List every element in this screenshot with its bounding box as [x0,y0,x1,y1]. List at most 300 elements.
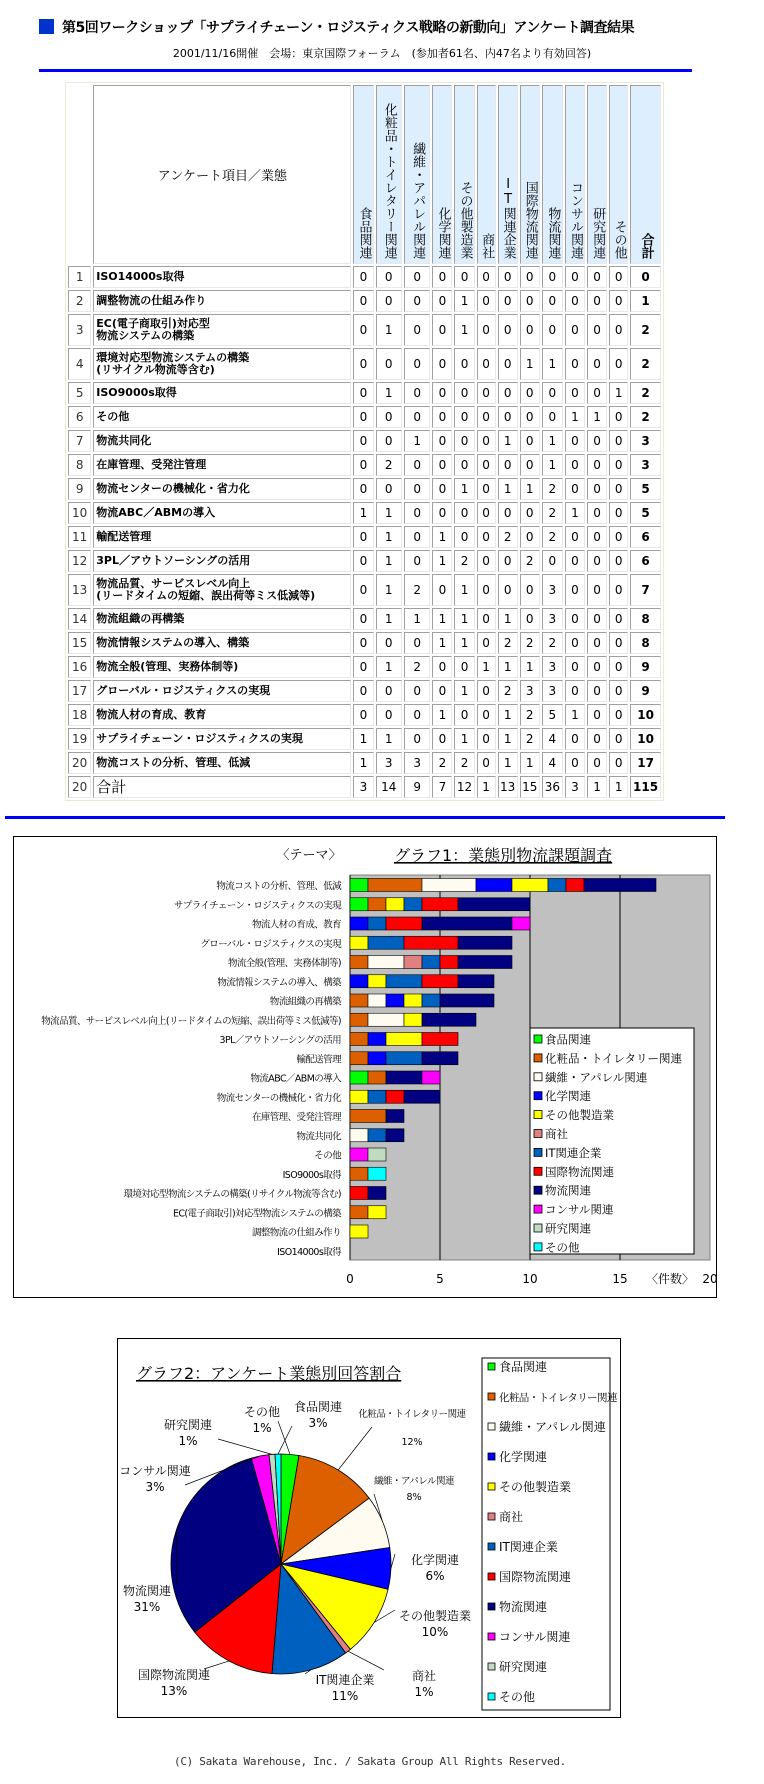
cell-value: 0 [565,632,585,654]
category-label: ISO14000s取得 [277,1246,341,1258]
slice-percent-label: 1% [252,1421,272,1435]
row-label: 輸配送管理 [93,526,351,548]
row-total: 5 [630,478,661,500]
bar-segment [386,1033,422,1046]
column-header [542,85,563,264]
bar-segment [368,1167,386,1180]
cell-value: 0 [404,728,430,750]
legend-swatch [488,1543,495,1550]
cell-value: 2 [542,478,563,500]
cell-value: 0 [432,728,452,750]
row-total: 5 [630,502,661,524]
row-label: その他 [93,406,351,428]
legend-swatch [488,1423,495,1430]
row-number: 20 [68,752,91,774]
slice-name-label: 繊維・アパレル関連 [373,1476,455,1487]
cell-value: 0 [353,430,373,452]
row-total: 10 [630,728,661,750]
cell-value: 0 [520,406,540,428]
table-row [68,454,661,476]
cell-value: 0 [498,314,518,346]
cell-value: 2 [432,752,452,774]
column-header-label: その他 [611,220,627,259]
leader-line [391,1554,395,1569]
row-total: 2 [630,406,661,428]
cell-value: 12 [454,776,474,798]
bar-segment [368,1071,386,1084]
cell-value: 1 [454,608,474,630]
cell-value: 0 [432,382,452,404]
cell-value: 1 [376,502,402,524]
slice-percent-label: 11% [331,1689,359,1703]
cell-value: 0 [609,526,628,548]
bar-segment [422,898,458,911]
legend-swatch [488,1483,495,1490]
cell-value: 0 [609,348,628,380]
row-number: 5 [68,382,91,404]
divider [39,69,692,72]
row-number: 16 [68,656,91,678]
cell-value: 0 [587,574,607,606]
legend-label: その他 [499,1690,536,1704]
cell-value: 1 [542,454,563,476]
table-row [68,680,661,702]
cell-value: 0 [404,290,430,312]
cell-value: 0 [520,314,540,346]
category-label: グローバル・ロジスティクスの実現 [200,938,341,950]
cell-value: 0 [404,348,430,380]
cell-value: 0 [498,406,518,428]
cell-value: 2 [454,550,474,572]
cell-value: 0 [587,348,607,380]
bar-segment [368,898,386,911]
cell-value: 0 [432,656,452,678]
row-number: 2 [68,290,91,312]
x-axis-title: 〈件数〉 [645,1272,695,1286]
cell-value: 0 [520,454,540,476]
cell-value: 0 [498,348,518,380]
cell-value: 0 [353,574,373,606]
slice-percent-label: 3% [308,1416,328,1430]
bar-segment [368,1033,386,1046]
bar-segment [422,1033,458,1046]
cell-value: 2 [542,502,563,524]
cell-value: 1 [454,632,474,654]
row-label: グローバル・ロジスティクスの実現 [93,680,351,702]
row-number: 18 [68,704,91,726]
cell-value: 1 [477,656,496,678]
cell-value: 1 [498,608,518,630]
cell-value: 0 [587,526,607,548]
cell-value: 1 [376,608,402,630]
cell-value: 0 [404,266,430,288]
row-number: 3 [68,314,91,346]
cell-value: 0 [454,348,474,380]
legend-label: 化粧品・トイレタリー関連 [545,1051,682,1066]
cell-value: 2 [404,574,430,606]
cell-value: 1 [353,502,373,524]
bar-segment [386,1090,404,1103]
row-total: 8 [630,608,661,630]
cell-value: 0 [565,526,585,548]
cell-value: 0 [565,550,585,572]
cell-value: 0 [376,406,402,428]
cell-value: 1 [498,704,518,726]
cell-value: 0 [404,704,430,726]
bar-segment [422,956,440,969]
column-header-label: 物流関連 [545,207,561,259]
category-label: 物流品質、サービスレベル向上(リードタイムの短縮、誤出荷等ミス低減等) [41,1015,341,1027]
cell-value: 1 [565,502,585,524]
cell-value: 0 [477,314,496,346]
cell-value: 0 [404,680,430,702]
survey-results-table [65,82,664,801]
category-label: サプライチェーン・ロジスティクスの実現 [173,900,341,912]
cell-value: 0 [376,266,402,288]
cell-value: 0 [454,406,474,428]
table-row [68,728,661,750]
cell-value: 0 [376,348,402,380]
row-total: 9 [630,656,661,678]
row-total: 10 [630,704,661,726]
cell-value: 0 [477,454,496,476]
cell-value: 0 [477,430,496,452]
graph2-pie-chart [117,1338,621,1718]
cell-value: 0 [587,430,607,452]
cell-value: 0 [587,478,607,500]
leader-line [348,1651,384,1670]
cell-value: 0 [498,382,518,404]
bar-segment [350,1110,386,1123]
cell-value: 1 [454,314,474,346]
row-number: 12 [68,550,91,572]
slice-percent-label: 13% [160,1684,188,1698]
cell-value: 0 [353,382,373,404]
legend-swatch [488,1603,495,1610]
cell-value: 1 [520,478,540,500]
legend-swatch [488,1573,495,1580]
cell-value: 1 [520,656,540,678]
slice-name-label: その他 [243,1405,281,1419]
row-label: 物流品質、サービスレベル向上 (リードタイムの短縮、誤出荷等ミス低減等) [93,574,351,606]
legend-swatch [488,1633,495,1640]
cell-value: 4 [542,752,563,774]
bar-segment [422,1052,458,1065]
bar-segment [512,879,548,892]
cell-value: 0 [477,502,496,524]
cell-value: 0 [404,314,430,346]
cell-value: 36 [542,776,563,798]
row-total: 0 [630,266,661,288]
legend-label: 研究関連 [545,1221,591,1236]
cell-value: 0 [376,290,402,312]
table-row [68,382,661,404]
cell-value: 0 [454,526,474,548]
cell-value: 3 [520,680,540,702]
cell-value: 0 [609,574,628,606]
bar-segment [386,1129,404,1142]
row-label: 物流組織の再構築 [93,608,351,630]
cell-value: 0 [609,502,628,524]
bar-segment [368,956,404,969]
table-row [68,704,661,726]
cell-value: 0 [454,430,474,452]
y-axis-title: 〈テーマ〉 [276,848,342,863]
cell-value: 0 [404,526,430,548]
cell-value: 0 [404,478,430,500]
slice-name-label: 物流関連 [122,1584,172,1598]
cell-value: 0 [565,680,585,702]
cell-value: 0 [520,266,540,288]
row-total: 115 [630,776,661,798]
cell-value: 1 [498,478,518,500]
cell-value: 0 [565,314,585,346]
cell-value: 0 [404,382,430,404]
cell-value: 1 [587,776,607,798]
table-total-row [68,776,661,798]
cell-value: 0 [498,550,518,572]
bar-segment [386,1110,404,1123]
table-row [68,406,661,428]
cell-value: 0 [376,704,402,726]
bar-segment [368,917,386,930]
row-label: EC(電子商取引)対応型 物流システムの構築 [93,314,351,346]
row-number: 20 [68,776,91,798]
cell-value: 0 [432,290,452,312]
cell-value: 1 [454,574,474,606]
category-label: 物流人材の育成、教育 [251,919,341,931]
legend-swatch [534,1186,542,1194]
category-label: 物流全般(管理、実務体制等) [227,958,341,969]
cell-value: 1 [565,406,585,428]
row-label: 物流人材の育成、教育 [93,704,351,726]
table-row [68,752,661,774]
column-header-label: 繊維・アパレル関連 [410,142,426,259]
bar-segment [350,1052,368,1065]
cell-value: 0 [587,266,607,288]
bar-segment [404,1090,440,1103]
cell-value: 0 [609,608,628,630]
bar-segment [350,956,368,969]
cell-value: 0 [432,314,452,346]
bar-segment [368,1206,386,1219]
column-header-label: 化粧品・トイレタリー関連 [381,103,397,259]
cell-value: 0 [477,728,496,750]
cell-value: 0 [353,314,373,346]
category-label: EC(電子商取引)対応型物流システムの構築 [173,1208,341,1220]
cell-value: 0 [609,680,628,702]
cell-value: 1 [542,348,563,380]
legend-swatch [488,1513,495,1520]
cell-value: 1 [404,608,430,630]
header-number-cell [68,85,91,264]
category-label: 物流共同化 [296,1131,341,1143]
legend-swatch [534,1148,542,1156]
graph2-svg [118,1339,620,1717]
row-number: 19 [68,728,91,750]
cell-value: 1 [432,526,452,548]
cell-value: 0 [477,574,496,606]
category-label: ISO9000s取得 [282,1169,341,1181]
cell-value: 0 [565,656,585,678]
cell-value: 1 [498,430,518,452]
table-row [68,574,661,606]
cell-value: 0 [565,430,585,452]
cell-value: 1 [454,680,474,702]
table-row [68,656,661,678]
column-header [404,85,430,264]
x-tick-label: 15 [612,1272,628,1286]
row-number: 11 [68,526,91,548]
legend-swatch [488,1663,495,1670]
legend-swatch [488,1393,495,1400]
cell-value: 0 [565,290,585,312]
bar-segment [566,879,584,892]
cell-value: 1 [587,406,607,428]
slice-name-label: IT関連企業 [315,1673,375,1687]
cell-value: 2 [376,454,402,476]
cell-value: 1 [376,656,402,678]
slice-name-label: 商社 [411,1669,437,1683]
cell-value: 0 [432,266,452,288]
legend-label: 繊維・アパレル関連 [545,1070,648,1085]
cell-value: 1 [404,430,430,452]
cell-value: 0 [609,550,628,572]
slice-name-label: 化学関連 [410,1553,460,1567]
cell-value: 0 [477,704,496,726]
cell-value: 0 [520,526,540,548]
cell-value: 0 [477,550,496,572]
divider [5,816,725,819]
cell-value: 0 [432,502,452,524]
cell-value: 3 [376,752,402,774]
legend-swatch [534,1130,542,1138]
row-number: 17 [68,680,91,702]
cell-value: 0 [432,406,452,428]
row-number: 13 [68,574,91,606]
cell-value: 0 [609,290,628,312]
bar-segment [458,975,494,988]
bar-segment [386,917,422,930]
legend-swatch [534,1243,542,1251]
bar-segment [350,1071,368,1084]
cell-value: 0 [353,632,373,654]
bar-segment [350,1225,368,1238]
page-subtitle: 2001/11/16開催 会場：東京国際フォーラム (参加者61名、内47名より有効回答) [172,47,592,60]
page-title: 第5回ワークショップ「サプライチェーン・ロジスティクス戦略の新動向」アンケート調査結果 [62,20,635,36]
legend-label: 研究関連 [499,1660,548,1674]
leader-line [278,1426,292,1454]
cell-value: 1 [353,728,373,750]
cell-value: 1 [498,728,518,750]
x-tick-label: 5 [436,1272,444,1286]
cell-value: 0 [542,550,563,572]
cell-value: 0 [477,348,496,380]
legend-swatch [534,1092,542,1100]
row-label: 物流共同化 [93,430,351,452]
bar-segment [440,956,458,969]
cell-value: 0 [404,632,430,654]
cell-value: 1 [432,550,452,572]
bar-segment [368,1052,386,1065]
cell-value: 0 [609,266,628,288]
table-row [68,266,661,288]
bar-segment [350,898,368,911]
cell-value: 0 [520,608,540,630]
cell-value: 1 [454,478,474,500]
cell-value: 1 [565,704,585,726]
cell-value: 2 [542,632,563,654]
cell-value: 1 [520,348,540,380]
cell-value: 2 [542,526,563,548]
cell-value: 0 [520,502,540,524]
category-label: 環境対応型物流システムの構築(リサイクル物流等含む) [123,1189,341,1200]
column-header [353,85,373,264]
bar-segment [368,994,386,1007]
bar-segment [350,1013,368,1026]
cell-value: 0 [477,478,496,500]
cell-value: 0 [498,290,518,312]
row-total: 2 [630,348,661,380]
cell-value: 13 [498,776,518,798]
cell-value: 0 [565,728,585,750]
legend-label: 商社 [545,1127,568,1141]
legend-swatch [534,1167,542,1175]
slice-percent-label: 1% [414,1685,434,1699]
bar-segment [350,1129,368,1142]
cell-value: 0 [609,728,628,750]
cell-value: 0 [432,574,452,606]
row-total: 3 [630,454,661,476]
survey-table [66,83,663,800]
row-label: 物流コストの分析、管理、低減 [93,752,351,774]
cell-value: 0 [565,574,585,606]
legend-label: その他製造業 [499,1480,572,1494]
bar-segment [404,956,422,969]
slice-percent-label: 8% [406,1492,422,1503]
row-label: 調整物流の仕組み作り [93,290,351,312]
category-label: 物流組織の再構築 [269,996,341,1008]
cell-value: 0 [477,608,496,630]
category-label: 物流情報システムの導入、構築 [217,977,341,989]
legend-label: 食品関連 [499,1360,548,1374]
legend-label: 物流関連 [545,1183,591,1198]
legend-swatch [534,1054,542,1062]
legend-box [482,1358,610,1710]
cell-value: 3 [542,680,563,702]
cell-value: 0 [520,382,540,404]
header-item-cell: アンケート項目／業態 [93,85,351,264]
cell-value: 1 [432,704,452,726]
cell-value: 0 [587,632,607,654]
row-label: 合計 [93,776,351,798]
cell-value: 0 [587,502,607,524]
column-header-label: 食品関連 [356,207,372,259]
bar-segment [368,975,386,988]
cell-value: 0 [542,382,563,404]
bar-segment [386,975,422,988]
slice-percent-label: 31% [133,1600,161,1614]
cell-value: 0 [498,266,518,288]
category-label: 物流センターの機械化・省力化 [216,1092,341,1104]
bar-segment [368,1187,386,1200]
cell-value: 0 [454,502,474,524]
cell-value: 5 [542,704,563,726]
legend-label: 繊維・アパレル関連 [499,1420,606,1434]
cell-value: 1 [376,314,402,346]
cell-value: 0 [520,574,540,606]
category-label: 調整物流の仕組み作り [251,1227,341,1239]
